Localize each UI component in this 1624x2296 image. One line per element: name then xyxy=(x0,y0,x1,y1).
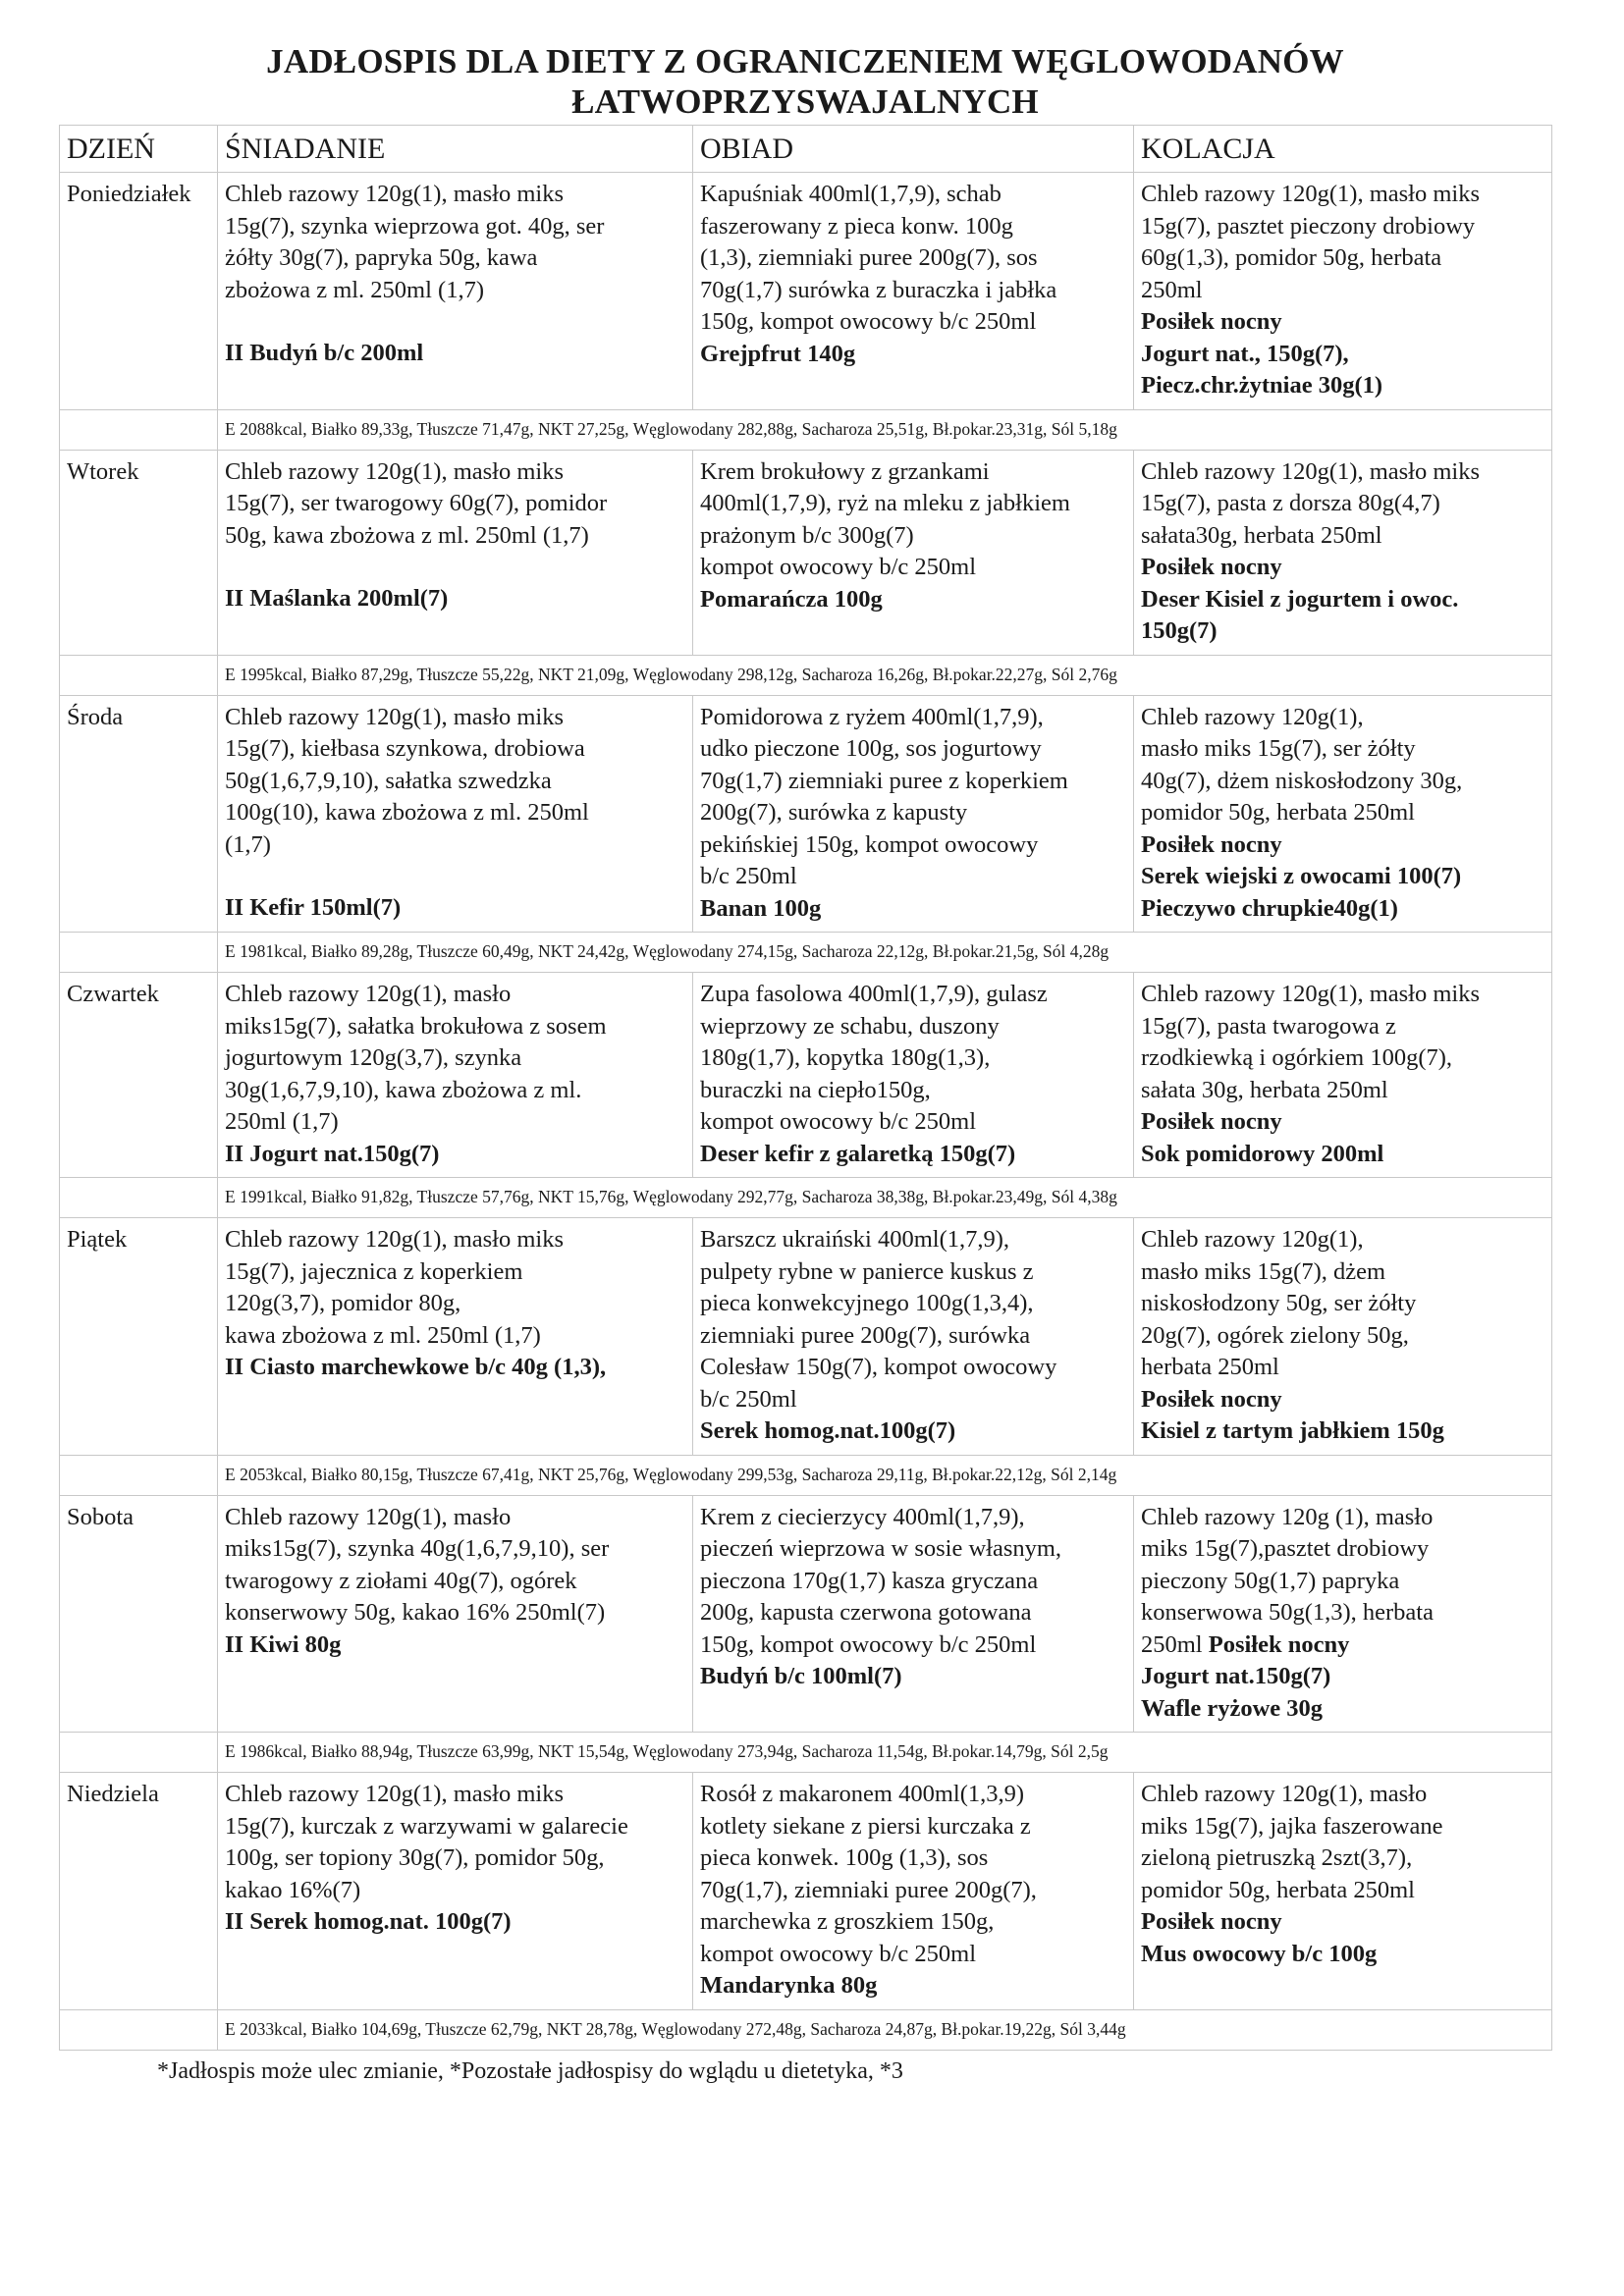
night-meal-line: 150g(7) xyxy=(1141,617,1218,644)
menu-page xyxy=(59,41,1551,2086)
night-meal-line: Posiłek nocny xyxy=(1141,1908,1282,1935)
lunch-line: marchewka z groszkiem 150g, xyxy=(700,1908,995,1935)
breakfast-line: 15g(7), ser twarogowy 60g(7), pomidor xyxy=(225,490,608,516)
lunch-line: Zupa fasolowa 400ml(1,7,9), gulasz xyxy=(700,981,1048,1007)
lunch-line: 150g, kompot owocowy b/c 250ml xyxy=(700,308,1037,335)
breakfast-line: kawa zbożowa z ml. 250ml (1,7) xyxy=(225,1321,541,1349)
dinner-line: pieczony 50g(1,7) papryka xyxy=(1141,1567,1400,1594)
dinner-line: Chleb razowy 120g(1), xyxy=(1141,1226,1364,1253)
column-header-dinner: KOLACJA xyxy=(1134,126,1552,173)
breakfast-line: 50g(1,6,7,9,10), sałatka szwedzka xyxy=(225,767,552,794)
lunch-line: faszerowany z pieca konw. 100g xyxy=(700,212,1013,240)
breakfast-line: 120g(3,7), pomidor 80g, xyxy=(225,1290,461,1316)
lunch-line: pekińskiej 150g, kompot owocowy xyxy=(700,830,1039,858)
nutrition-row xyxy=(60,1178,1552,1218)
lunch-extra-line: Banan 100g xyxy=(700,894,822,922)
lunch-line: Pomidorowa z ryżem 400ml(1,7,9), xyxy=(700,703,1044,730)
night-meal-line: Kisiel z tartym jabłkiem 150g xyxy=(1141,1417,1444,1444)
dinner-line: miks 15g(7),pasztet drobiowy xyxy=(1141,1535,1430,1562)
lunch-line: 400ml(1,7,9), ryż na mleku z jabłkiem xyxy=(700,490,1070,516)
lunch-line: ziemniaki puree 200g(7), surówka xyxy=(700,1321,1031,1349)
breakfast-cell xyxy=(218,1495,693,1733)
dinner-line: 20g(7), ogórek zielony 50g, xyxy=(1141,1321,1409,1349)
dinner-text: 250ml xyxy=(1141,1630,1209,1658)
lunch-line: wieprzowy ze schabu, duszony xyxy=(700,1012,1000,1040)
night-meal-line: Deser Kisiel z jogurtem i owoc. xyxy=(1141,585,1459,613)
day-row xyxy=(60,1495,1552,1733)
nutrition-summary: E 1991kcal, Białko 91,82g, Tłuszcze 57,76g, NKT 15,76g, Węglowodany 292,77g, Sacharoza 38,38g, Bł.pokar.23,49g, Sól 4,38g xyxy=(218,1178,1552,1218)
menu-table xyxy=(59,125,1552,2051)
nutrition-summary: E 2088kcal, Białko 89,33g, Tłuszcze 71,47g, NKT 27,25g, Węglowodany 282,88g, Sacharoza 25,51g, Bł.pokar.23,31g, Sól 5,18g xyxy=(218,409,1552,450)
dinner-line: miks 15g(7), jajka faszerowane xyxy=(1141,1812,1443,1840)
lunch-line: udko pieczone 100g, sos jogurtowy xyxy=(700,735,1042,762)
dinner-cell xyxy=(1134,1495,1552,1733)
lunch-line: pieczeń wieprzowa w sosie własnym, xyxy=(700,1535,1062,1562)
day-row xyxy=(60,1218,1552,1456)
breakfast-line: żółty 30g(7), papryka 50g, kawa xyxy=(225,244,538,271)
lunch-cell xyxy=(693,450,1134,655)
nutrition-spacer-cell xyxy=(60,933,218,973)
dinner-line: Chleb razowy 120g(1), xyxy=(1141,703,1364,730)
lunch-line: 150g, kompot owocowy b/c 250ml xyxy=(700,1630,1037,1658)
breakfast-line: 250ml (1,7) xyxy=(225,1108,339,1135)
breakfast-line: Chleb razowy 120g(1), masło miks xyxy=(225,1226,564,1253)
dinner-line: zieloną pietruszką 2szt(3,7), xyxy=(1141,1844,1413,1871)
lunch-line: buraczki na ciepło150g, xyxy=(700,1076,931,1103)
lunch-line: kotlety siekane z piersi kurczaka z xyxy=(700,1812,1031,1840)
second-breakfast-line: II Ciasto marchewkowe b/c 40g (1,3), xyxy=(225,1354,607,1380)
breakfast-cell xyxy=(218,695,693,933)
breakfast-line: 15g(7), szynka wieprzowa got. 40g, ser xyxy=(225,212,605,240)
breakfast-cell xyxy=(218,1218,693,1456)
nutrition-spacer-cell xyxy=(60,409,218,450)
dinner-line: rzodkiewką i ogórkiem 100g(7), xyxy=(1141,1044,1453,1071)
dinner-cell xyxy=(1134,695,1552,933)
lunch-line: 70g(1,7) ziemniaki puree z koperkiem xyxy=(700,767,1068,794)
column-header-day: DZIEŃ xyxy=(60,126,218,173)
nutrition-row xyxy=(60,933,1552,973)
night-meal-line: Jogurt nat.150g(7) xyxy=(1141,1663,1331,1689)
column-header-lunch: OBIAD xyxy=(693,126,1134,173)
night-meal-line: Posiłek nocny xyxy=(1141,554,1282,580)
night-meal-line: Posiłek nocny xyxy=(1141,1385,1282,1413)
day-name: Piątek xyxy=(60,1218,218,1456)
breakfast-line: twarogowy z ziołami 40g(7), ogórek xyxy=(225,1567,577,1594)
breakfast-line: 15g(7), kurczak z warzywami w galarecie xyxy=(225,1812,628,1840)
night-meal-line: Piecz.chr.żytniae 30g(1) xyxy=(1141,372,1383,399)
dinner-line: konserwowa 50g(1,3), herbata xyxy=(1141,1599,1434,1626)
lunch-line: Krem z ciecierzycy 400ml(1,7,9), xyxy=(700,1503,1025,1530)
dinner-cell xyxy=(1134,173,1552,410)
day-name: Poniedziałek xyxy=(60,173,218,410)
lunch-extra-line: Deser kefir z galaretką 150g(7) xyxy=(700,1140,1016,1167)
lunch-line: pieca konwek. 100g (1,3), sos xyxy=(700,1844,989,1871)
nutrition-spacer-cell xyxy=(60,1178,218,1218)
dinner-line xyxy=(1141,1629,1544,1662)
nutrition-summary: E 2053kcal, Białko 80,15g, Tłuszcze 67,41g, NKT 25,76g, Węglowodany 299,53g, Sacharoza 29,11g, Bł.pokar.22,12g, Sól 2,14g xyxy=(218,1455,1552,1495)
nutrition-summary: E 2033kcal, Białko 104,69g, Tłuszcze 62,79g, NKT 28,78g, Węglowodany 272,48g, Sacharoza 24,87g, Bł.pokar.19,22g, Sól 3,44g xyxy=(218,2009,1552,2050)
night-meal-line: Posiłek nocny xyxy=(1141,308,1282,335)
footnote: *Jadłospis może ulec zmianie, *Pozostałe jadłospisy do wglądu u dietetyka, *3 xyxy=(157,2057,903,2084)
dinner-line: Chleb razowy 120g(1), masło miks xyxy=(1141,181,1480,207)
nutrition-row xyxy=(60,409,1552,450)
day-name: Czwartek xyxy=(60,973,218,1178)
night-meal-line: Mus owocowy b/c 100g xyxy=(1141,1940,1378,1967)
dinner-cell xyxy=(1134,1773,1552,2010)
day-name: Wtorek xyxy=(60,450,218,655)
lunch-line: Krem brokułowy z grzankami xyxy=(700,457,990,485)
nutrition-spacer-cell xyxy=(60,1455,218,1495)
breakfast-line: 30g(1,6,7,9,10), kawa zbożowa z ml. xyxy=(225,1076,582,1103)
header-row xyxy=(60,126,1552,173)
lunch-line: (1,3), ziemniaki puree 200g(7), sos xyxy=(700,244,1038,271)
dinner-cell xyxy=(1134,973,1552,1178)
dinner-line: masło miks 15g(7), dżem xyxy=(1141,1257,1386,1285)
breakfast-line: Chleb razowy 120g(1), masło miks xyxy=(225,1781,564,1807)
second-breakfast-line: II Budyń b/c 200ml xyxy=(225,340,424,366)
dinner-line: pomidor 50g, herbata 250ml xyxy=(1141,1876,1415,1903)
day-row xyxy=(60,450,1552,655)
second-breakfast-line: II Kefir 150ml(7) xyxy=(225,894,402,921)
nutrition-row xyxy=(60,1733,1552,1773)
nutrition-summary: E 1995kcal, Białko 87,29g, Tłuszcze 55,22g, NKT 21,09g, Węglowodany 298,12g, Sacharoza 16,26g, Bł.pokar.22,27g, Sól 2,76g xyxy=(218,655,1552,695)
dinner-cell xyxy=(1134,450,1552,655)
lunch-extra-line: Grejpfrut 140g xyxy=(700,340,856,367)
dinner-line: sałata 30g, herbata 250ml xyxy=(1141,1076,1388,1103)
dinner-line: 15g(7), pasztet pieczony drobiowy xyxy=(1141,212,1476,240)
day-name: Sobota xyxy=(60,1495,218,1733)
nutrition-row xyxy=(60,655,1552,695)
lunch-line: kompot owocowy b/c 250ml xyxy=(700,1940,977,1967)
lunch-line: pieczona 170g(1,7) kasza gryczana xyxy=(700,1567,1039,1594)
lunch-line: 70g(1,7) surówka z buraczka i jabłka xyxy=(700,276,1057,303)
page-title xyxy=(59,41,1551,122)
night-meal-line: Jogurt nat., 150g(7), xyxy=(1141,340,1349,367)
nutrition-summary: E 1986kcal, Białko 88,94g, Tłuszcze 63,99g, NKT 15,54g, Węglowodany 273,94g, Sacharoza 11,54g, Bł.pokar.14,79g, Sól 2,5g xyxy=(218,1733,1552,1773)
breakfast-line: Chleb razowy 120g(1), masło miks xyxy=(225,703,564,730)
dinner-line: herbata 250ml xyxy=(1141,1354,1279,1380)
dinner-cell xyxy=(1134,1218,1552,1456)
lunch-cell xyxy=(693,973,1134,1178)
spacer xyxy=(225,552,685,583)
dinner-line: Chleb razowy 120g(1), masło xyxy=(1141,1781,1428,1807)
lunch-cell xyxy=(693,695,1134,933)
second-breakfast-line: II Maślanka 200ml(7) xyxy=(225,585,449,612)
day-name: Środa xyxy=(60,695,218,933)
lunch-cell xyxy=(693,173,1134,410)
lunch-line: 200g(7), surówka z kapusty xyxy=(700,799,968,826)
breakfast-cell xyxy=(218,1773,693,2010)
breakfast-line: Chleb razowy 120g(1), masło miks xyxy=(225,181,564,207)
nutrition-summary: E 1981kcal, Białko 89,28g, Tłuszcze 60,49g, NKT 24,42g, Węglowodany 274,15g, Sacharoza 22,12g, Bł.pokar.21,5g, Sól 4,28g xyxy=(218,933,1552,973)
lunch-line: 180g(1,7), kopytka 180g(1,3), xyxy=(700,1044,991,1071)
dinner-line: sałata30g, herbata 250ml xyxy=(1141,521,1382,549)
lunch-line: b/c 250ml xyxy=(700,1385,797,1413)
breakfast-line: (1,7) xyxy=(225,830,271,858)
breakfast-line: miks15g(7), sałatka brokułowa z sosem xyxy=(225,1012,607,1040)
nutrition-row xyxy=(60,1455,1552,1495)
lunch-line: Barszcz ukraiński 400ml(1,7,9), xyxy=(700,1226,1010,1253)
lunch-line: 200g, kapusta czerwona gotowana xyxy=(700,1599,1032,1626)
lunch-line: kompot owocowy b/c 250ml xyxy=(700,554,977,580)
lunch-extra-line: Budyń b/c 100ml(7) xyxy=(700,1663,902,1689)
breakfast-line: zbożowa z ml. 250ml (1,7) xyxy=(225,276,484,303)
column-header-breakfast: ŚNIADANIE xyxy=(218,126,693,173)
title-line-1: JADŁOSPIS DLA DIETY Z OGRANICZENIEM WĘGLOWODANÓW xyxy=(266,42,1344,80)
lunch-cell xyxy=(693,1495,1134,1733)
lunch-line: Colesław 150g(7), kompot owocowy xyxy=(700,1354,1057,1380)
night-meal-line: Wafle ryżowe 30g xyxy=(1141,1694,1324,1722)
second-breakfast-line: II Jogurt nat.150g(7) xyxy=(225,1140,440,1167)
dinner-line: niskosłodzony 50g, ser żółty xyxy=(1141,1290,1417,1316)
lunch-extra-line: Serek homog.nat.100g(7) xyxy=(700,1417,956,1444)
night-meal-line: Posiłek nocny xyxy=(1141,830,1282,858)
dinner-line: Chleb razowy 120g (1), masło xyxy=(1141,1503,1434,1530)
day-name: Niedziela xyxy=(60,1773,218,2010)
day-row xyxy=(60,173,1552,410)
night-meal-label: Posiłek nocny xyxy=(1208,1630,1350,1658)
dinner-line: 60g(1,3), pomidor 50g, herbata xyxy=(1141,244,1442,271)
lunch-extra-line: Pomarańcza 100g xyxy=(700,585,883,613)
dinner-line: 40g(7), dżem niskosłodzony 30g, xyxy=(1141,767,1463,794)
breakfast-line: 100g, ser topiony 30g(7), pomidor 50g, xyxy=(225,1844,605,1871)
breakfast-cell xyxy=(218,173,693,410)
breakfast-line: konserwowy 50g, kakao 16% 250ml(7) xyxy=(225,1599,606,1626)
breakfast-line: Chleb razowy 120g(1), masło xyxy=(225,981,512,1007)
lunch-cell xyxy=(693,1218,1134,1456)
breakfast-line: Chleb razowy 120g(1), masło miks xyxy=(225,457,564,485)
breakfast-line: 50g, kawa zbożowa z ml. 250ml (1,7) xyxy=(225,521,589,549)
dinner-line: 15g(7), pasta z dorsza 80g(4,7) xyxy=(1141,490,1440,516)
dinner-line: pomidor 50g, herbata 250ml xyxy=(1141,799,1415,826)
lunch-line: Kapuśniak 400ml(1,7,9), schab xyxy=(700,181,1001,207)
lunch-line: prażonym b/c 300g(7) xyxy=(700,521,914,549)
menu-body xyxy=(60,173,1552,2051)
lunch-line: 70g(1,7), ziemniaki puree 200g(7), xyxy=(700,1876,1037,1903)
dinner-line: 250ml xyxy=(1141,276,1203,303)
night-meal-line: Sok pomidorowy 200ml xyxy=(1141,1140,1384,1167)
nutrition-row xyxy=(60,2009,1552,2050)
breakfast-line: Chleb razowy 120g(1), masło xyxy=(225,1503,512,1530)
lunch-line: Rosół z makaronem 400ml(1,3,9) xyxy=(700,1781,1025,1807)
dinner-line: 15g(7), pasta twarogowa z xyxy=(1141,1012,1396,1040)
lunch-extra-line: Mandarynka 80g xyxy=(700,1972,878,1999)
nutrition-spacer-cell xyxy=(60,2009,218,2050)
day-row xyxy=(60,1773,1552,2010)
dinner-line: masło miks 15g(7), ser żółty xyxy=(1141,735,1416,762)
breakfast-line: 15g(7), jajecznica z koperkiem xyxy=(225,1257,523,1285)
nutrition-spacer-cell xyxy=(60,655,218,695)
breakfast-line: 100g(10), kawa zbożowa z ml. 250ml xyxy=(225,799,589,826)
lunch-cell xyxy=(693,1773,1134,2010)
dinner-line: Chleb razowy 120g(1), masło miks xyxy=(1141,981,1480,1007)
lunch-line: pulpety rybne w panierce kuskus z xyxy=(700,1257,1034,1285)
lunch-line: kompot owocowy b/c 250ml xyxy=(700,1108,977,1135)
day-row xyxy=(60,973,1552,1178)
nutrition-spacer-cell xyxy=(60,1733,218,1773)
breakfast-line: 15g(7), kiełbasa szynkowa, drobiowa xyxy=(225,735,585,762)
breakfast-line: kakao 16%(7) xyxy=(225,1876,361,1903)
day-row xyxy=(60,695,1552,933)
breakfast-cell xyxy=(218,450,693,655)
breakfast-cell xyxy=(218,973,693,1178)
second-breakfast-line: II Serek homog.nat. 100g(7) xyxy=(225,1908,512,1935)
breakfast-line: miks15g(7), szynka 40g(1,6,7,9,10), ser xyxy=(225,1535,610,1562)
breakfast-line: jogurtowym 120g(3,7), szynka xyxy=(225,1044,522,1071)
lunch-line: pieca konwekcyjnego 100g(1,3,4), xyxy=(700,1290,1034,1316)
spacer xyxy=(225,306,685,338)
night-meal-line: Serek wiejski z owocami 100(7) xyxy=(1141,863,1462,889)
lunch-line: b/c 250ml xyxy=(700,863,797,889)
second-breakfast-line: II Kiwi 80g xyxy=(225,1630,342,1658)
night-meal-line: Posiłek nocny xyxy=(1141,1108,1282,1135)
night-meal-line: Pieczywo chrupkie40g(1) xyxy=(1141,894,1398,922)
title-line-2: ŁATWOPRZYSWAJALNYCH xyxy=(571,82,1039,121)
spacer xyxy=(225,861,685,892)
dinner-line: Chleb razowy 120g(1), masło miks xyxy=(1141,457,1480,485)
